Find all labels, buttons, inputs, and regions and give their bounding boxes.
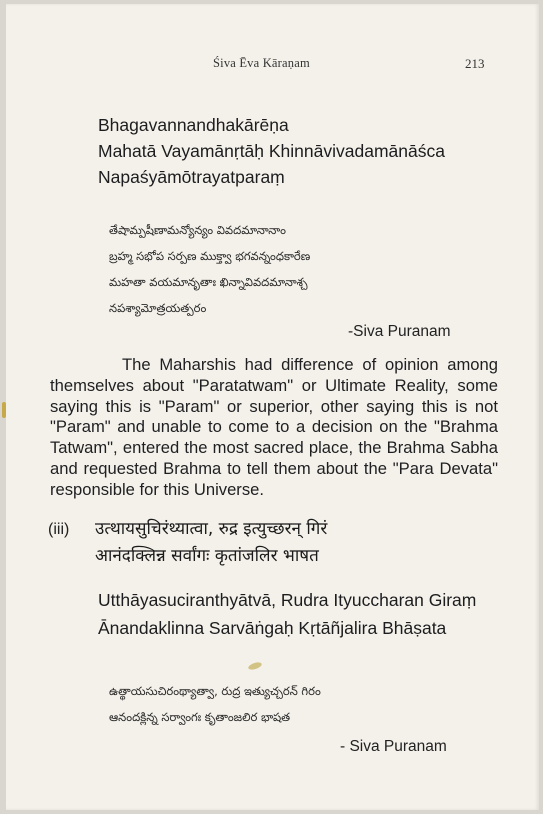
- binding-mark: [2, 402, 6, 418]
- telugu-line: ఆనందక్లిన్న సర్వాంగః కృతాంజలిర భాషత: [109, 710, 291, 724]
- devanagari-line: आनंदक्लिन्न सर्वांगः कृतांजलिर भाषत: [95, 546, 319, 566]
- verse-line: Mahatā Vayamānṛtāḥ Khinnāvivadamānāśca: [98, 141, 445, 161]
- verse-2-transliteration: [98, 586, 476, 642]
- verse-number: (iii): [48, 521, 70, 538]
- verse-line: Ānandaklinna Sarvāṅgaḥ Kṛtāñjalira Bhāṣata: [98, 618, 447, 638]
- verse-2-telugu: [109, 678, 321, 730]
- telugu-line: ఉత్థాయసుచిరంథ్యాత్వా, రుద్ర ఇత్యుచ్చరన్ గిరం: [109, 684, 321, 698]
- telugu-line: నపశ్యామోత్రయత్పరం: [109, 301, 207, 315]
- verse-1-telugu: [109, 217, 310, 321]
- telugu-line: తేషామ్పషీణామన్యోన్యం వివదమానానాం: [109, 223, 286, 237]
- verse-line: Bhagavannandhakārēṇa: [98, 115, 289, 135]
- devanagari-line: उत्थायसुचिरंथ्यात्वा, रुद्र इत्युच्छरन् गिरं: [95, 519, 328, 539]
- verse-1-transliteration: [98, 112, 445, 190]
- telugu-line: మహతా వయమానృతాః ఖిన్నావివదమానాశ్చ: [109, 275, 308, 289]
- running-title: Śiva Ēva Kāraṇam: [213, 56, 310, 70]
- page-number: 213: [465, 56, 485, 71]
- commentary-paragraph: The Maharshis had difference of opinion among themselves about "Paratatwam" or Ultimate Reality, some saying this is "Param" or superior, other saying this is not "Param" and unable to come to a decision on the "Brahma Tatwam", entered the most sacred place, the Brahma Sabha and requested Brahma to tell them about the "Para Devata" responsible for this Universe.: [50, 355, 498, 499]
- verse-line: Napaśyāmōtrayatparaṃ: [98, 167, 285, 187]
- telugu-line: బ్రహ్మ సభోప సర్పణ ముక్త్వా భగవన్నంధకారేణ: [109, 249, 311, 263]
- verse-2-source: - Siva Puranam: [340, 738, 447, 755]
- verse-1-source: -Siva Puranam: [348, 323, 451, 340]
- verse-line: Utthāyasuciranthyātvā, Rudra Ityuccharan Giraṃ: [98, 590, 477, 610]
